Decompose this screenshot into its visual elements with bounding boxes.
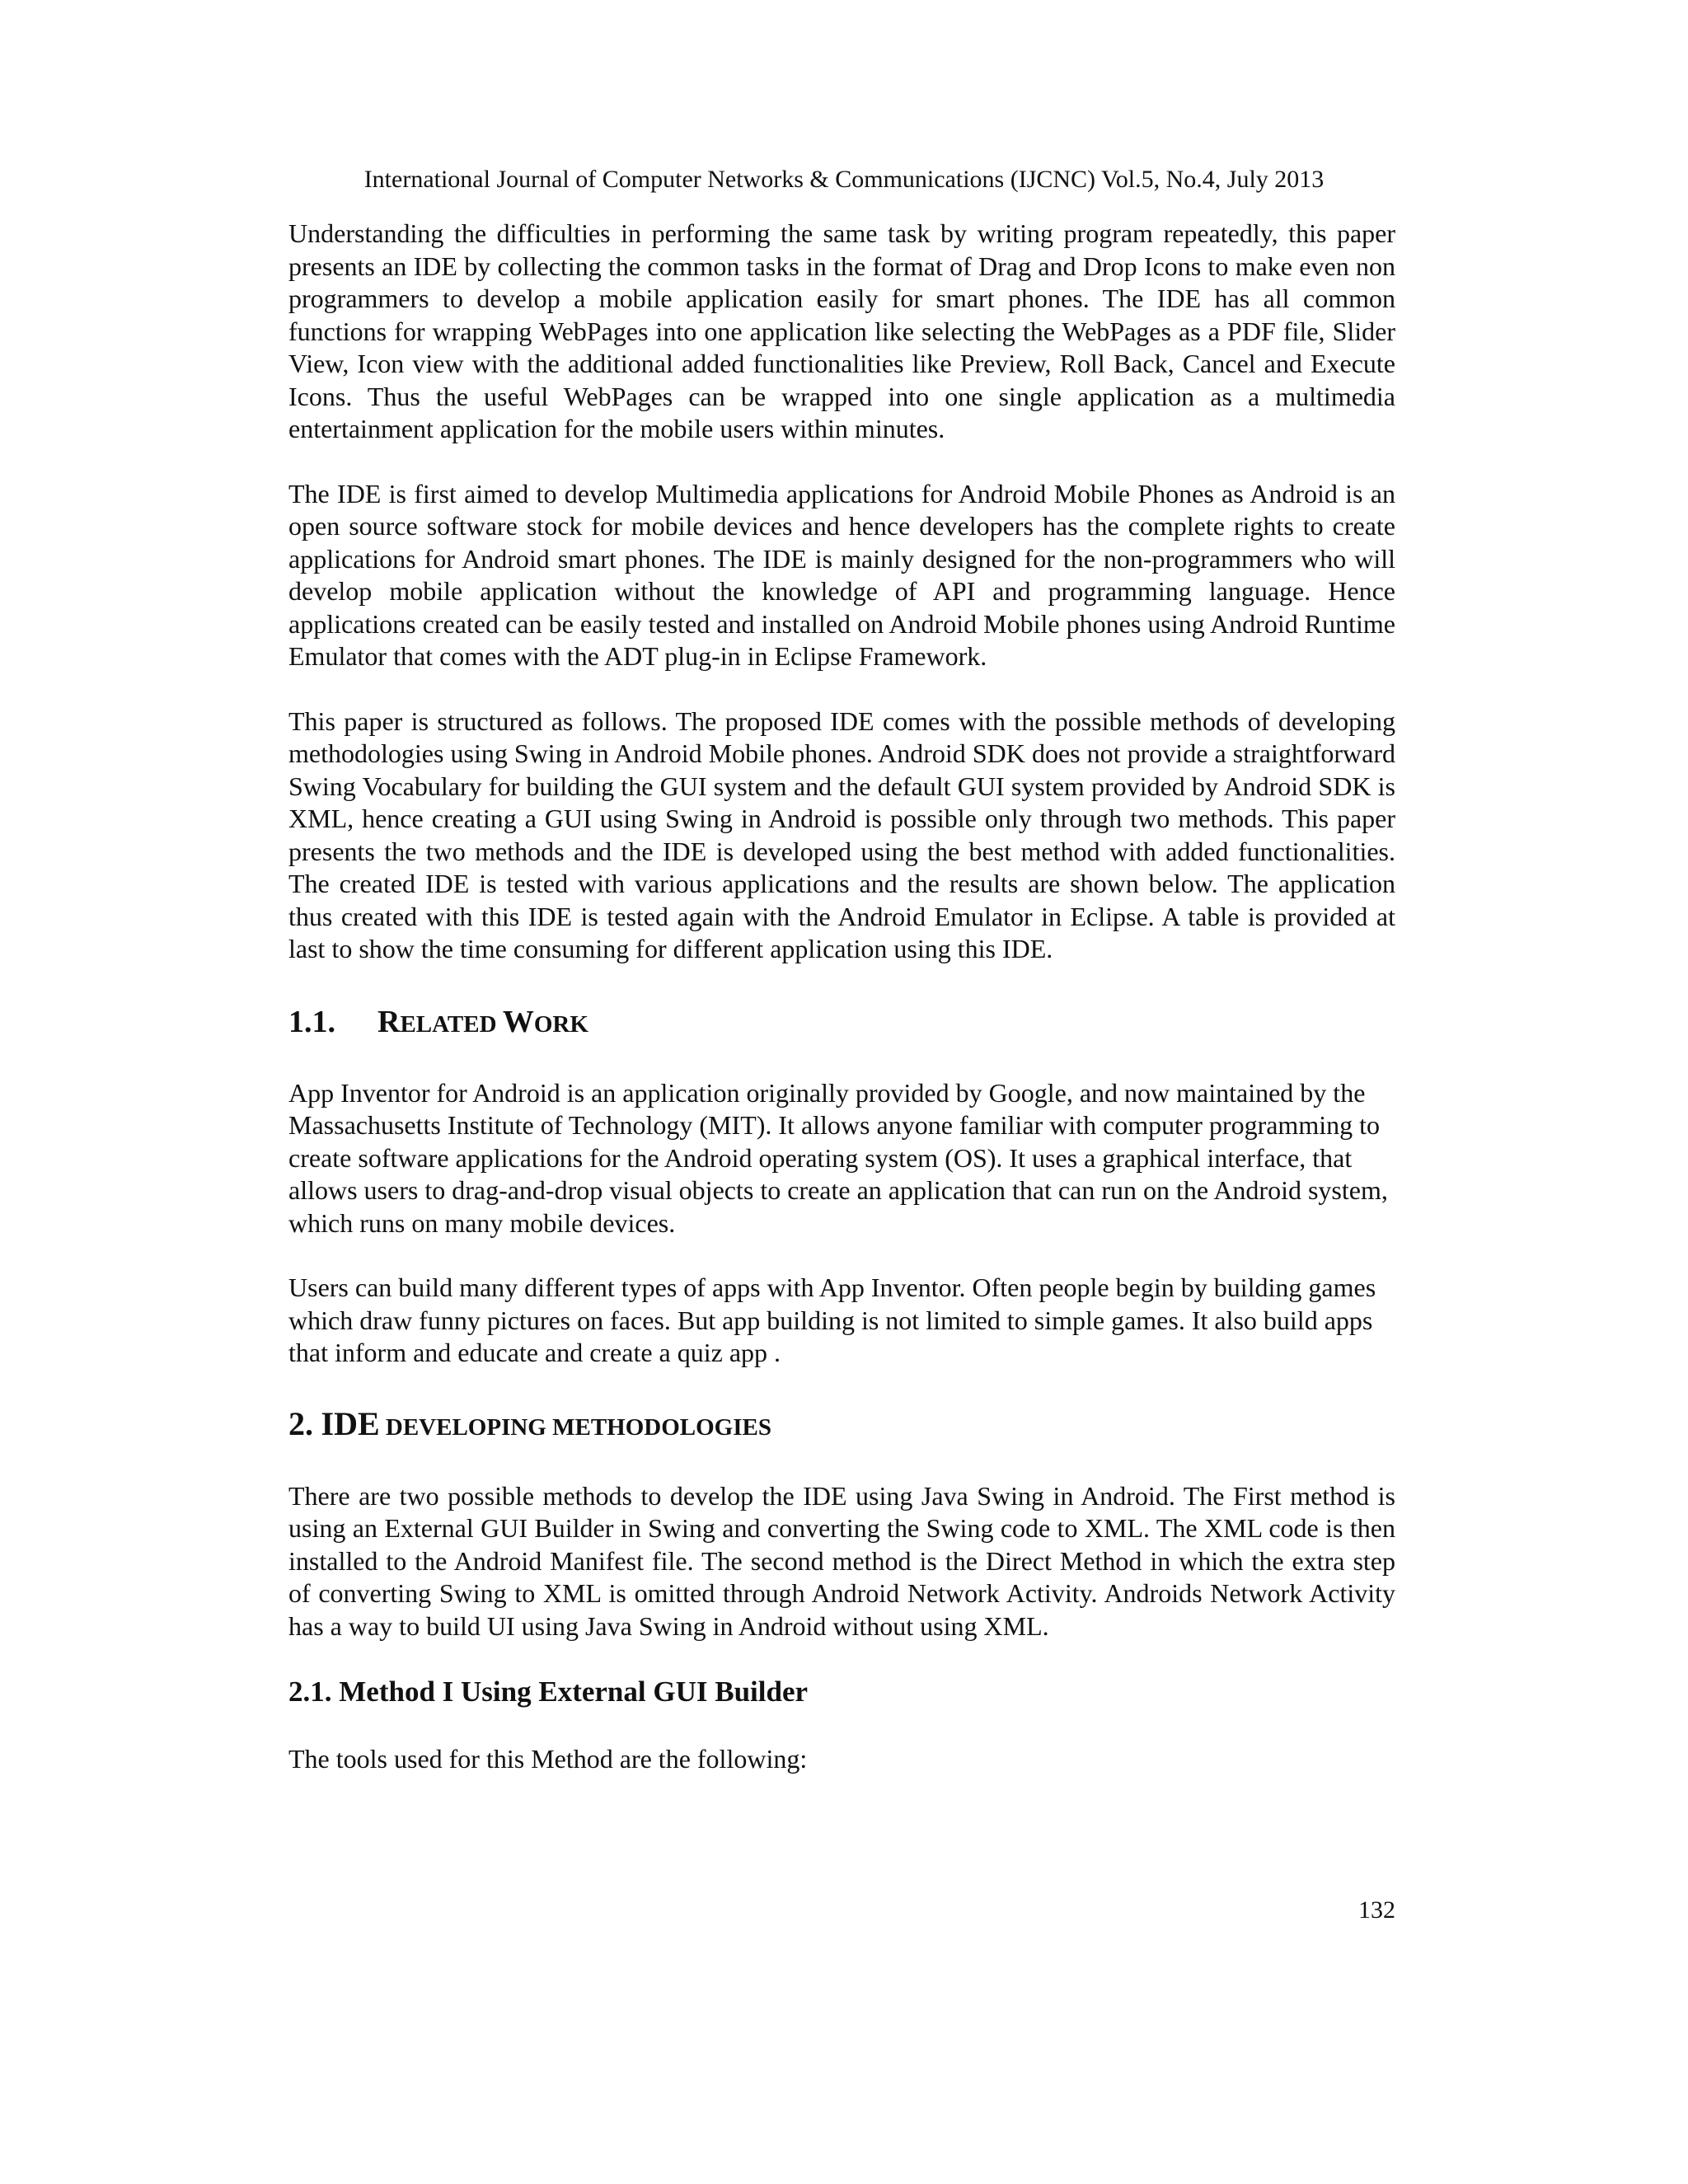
- intro-paragraph-2: The IDE is first aimed to develop Multimedia applications for Android Mobile Phones as Android is an open source software stock for mobile devices and hence developers has the complete rights to create applications for Android smart phones. The IDE is mainly designed for the non-programmers who will develop mobile application without the knowledge of API and programming language. Hence applications created can be easily tested and installed on Android Mobile phones using Android Runtime Emulator that comes with the ADT plug-in in Eclipse Framework.: [288, 478, 1395, 671]
- section-title-cap: R: [377, 1004, 401, 1039]
- heading-gap: [288, 1044, 1395, 1077]
- intro-paragraph-3: This paper is structured as follows. The proposed IDE comes with the possible methods of developing methodologies using Swing in Android Mobile phones. Android SDK does not provide a straightforward Swing Vocabulary for building the GUI system and the default GUI system provided by Android SDK is XML, hence creating a GUI using Swing in Android is possible only through two methods. This paper presents the two methods and the IDE is developed using the best method with added functionalities. The created IDE is tested with various applications and the results are shown below. The application thus created with this IDE is tested again with the Android Emulator in Eclipse. A table is provided at last to show the time consuming for different application using this IDE.: [288, 705, 1395, 963]
- paragraph-gap: [288, 446, 1395, 478]
- paragraph-gap: [288, 673, 1395, 705]
- heading-gap: [288, 1447, 1395, 1480]
- section-number: 2.: [288, 1404, 313, 1442]
- section-title-rest: ORK: [533, 1010, 588, 1038]
- related-work-paragraph-2: Users can build many different types of apps with App Inventor. Often people begin by building games which draw funny pictures on faces. But app building is not limited to simple games. It also build apps that inform and educate and create a quiz app .: [288, 1272, 1376, 1367]
- section-heading-ide-methodologies: [288, 1404, 1395, 1447]
- tools-paragraph: The tools used for this Method are the following:: [288, 1744, 808, 1774]
- methodologies-paragraph: There are two possible methods to develop the IDE using Java Swing in Android. The First method is using an External GUI Builder in Swing and converting the Swing code to XML. The XML code is then installed to the Android Manifest file. The second method is the Direct Method in which the extra step of converting Swing to XML is omitted through Android Network Activity. Androids Network Activity has a way to build UI using Java Swing in Android without using XML.: [288, 1480, 1395, 1641]
- section-number: 1.1.: [288, 1004, 335, 1039]
- heading-gap: [288, 966, 1395, 1002]
- page-body: [288, 218, 1395, 1776]
- paragraph-gap: [288, 1240, 1395, 1272]
- section-title-rest: ELATED: [400, 1010, 503, 1038]
- page-number: 132: [1358, 1896, 1395, 1924]
- section-title-cap: W: [502, 1004, 534, 1039]
- section-title-ide: IDE: [321, 1404, 380, 1442]
- heading-gap: [288, 1710, 1395, 1743]
- heading-gap: [288, 1370, 1395, 1404]
- section-heading-related-work: [288, 1002, 1395, 1044]
- running-header: International Journal of Computer Networks & Communications (IJCNC) Vol.5, No.4, July 2013: [363, 166, 1325, 193]
- subsection-heading-method-1: 2.1. Method I Using External GUI Builder: [288, 1675, 809, 1708]
- section-title-rest: DEVELOPING METHODOLOGIES: [379, 1413, 771, 1441]
- intro-paragraph-1: Understanding the difficulties in performing the same task by writing program repeatedly, this paper presents an IDE by collecting the common tasks in the format of Drag and Drop Icons to make even non programmers to develop a mobile application easily for smart phones. The IDE has all common functions for wrapping WebPages into one application like selecting the WebPages as a PDF file, Slider View, Icon view with the additional added functionalities like Preview, Roll Back, Cancel and Execute Icons. Thus the useful WebPages can be wrapped into one single application as a multimedia entertainment application for the mobile users within minutes.: [288, 218, 1395, 443]
- related-work-paragraph-1: App Inventor for Android is an application originally provided by Google, and now maintained by the Massachusetts Institute of Technology (MIT). It allows anyone familiar with computer programming to create software applications for the Android operating system (OS). It uses a graphical interface, that allows users to drag-and-drop visual objects to create an application that can run on the Android system, which runs on many mobile devices.: [288, 1077, 1388, 1238]
- heading-gap: [288, 1643, 1395, 1674]
